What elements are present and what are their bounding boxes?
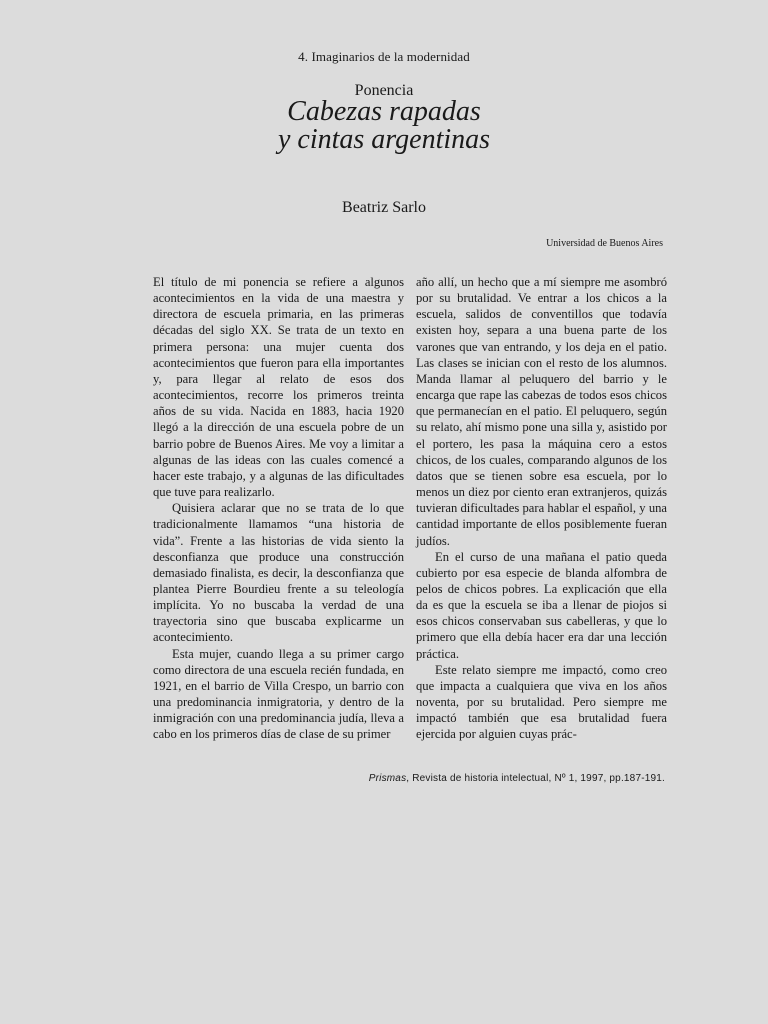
author-affiliation: Universidad de Buenos Aires <box>546 238 663 249</box>
paragraph: Quisiera aclarar que no se trata de lo que tradicionalmente llamamos “una historia de vida”. Frente a las historias de vida siento la desconfianza que produce una construcción demasiado finalista, es decir, la desconfianza que plantea Pierre Bourdieu frente a su teleología implícita. Yo no buscaba la verdad de una trayectoria sino que buscaba explicarme un acontecimiento. <box>153 501 404 645</box>
paragraph: El título de mi ponencia se refiere a algunos acontecimientos en la vida de una maestra y directora de escuela primaria, en las primeras décadas del siglo XX. Se trata de un texto en primera persona: una mujer cuenta dos acontecimientos que fueron para ella importantes y, para llegar al relato de esos dos acontecimientos, recorre los primeros treinta años de su vida. Nacida en 1883, hacia 1920 llegó a la dirección de una escuela pobre de un barrio pobre de Buenos Aires. Me voy a limitar a algunas de las ideas con las cuales comencé a hacer este trabajo, y a algunas de las dificultades que tuve para realizarlo. <box>153 275 404 500</box>
author-name: Beatriz Sarlo <box>342 199 426 216</box>
paragraph: Este relato siempre me impactó, como creo que impacta a cualquiera que viva en los años noventa, por su brutalidad. Pero siempre me impactó también que esa brutalidad fuera ejercida por alguien cuyas prác- <box>416 662 667 742</box>
paragraph: año allí, un hecho que a mí siempre me asombró por su brutalidad. Ve entrar a los chicos a la escuela, salidos de conventillos que todavía existen hoy, separa a una buena parte de los varones que van entrando, y los deja en el patio. Las clases se inician con el resto de los alumnos. Manda llamar al peluquero del barrio y le encarga que rape las cabezas de todos esos chicos que permanecían en el patio. El peluquero, según su relato, ahí mismo pone una silla y, asistido por el portero, les pasa la máquina cero a estos chicos, de los cuales, comparando algunos de los datos que se tienen sobre esa escuela, por lo menos un diez por ciento eran extranjeros, quizás tuvieran dificultades para hablar el español, y una cantidad importante de ellos posiblemente fueran judíos. <box>416 275 667 548</box>
body-column-left <box>153 274 404 743</box>
title-line-2: y cintas argentinas <box>277 124 491 155</box>
citation-details: , Revista de historia intelectual, Nº 1, 1997, pp.187-191. <box>406 773 665 784</box>
citation-footer <box>369 773 665 784</box>
paragraph: En el curso de una mañana el patio queda cubierto por esa especie de blanda alfombra de pelos de chicos pobres. La explicación que ella da es que la escuela se iba a llenar de piojos si esos chicos conservaban sus cabelleras, y que lo primero que ella debía hacer era dar una lección práctica. <box>416 549 667 661</box>
paragraph: Esta mujer, cuando llega a su primer cargo como directora de una escuela recién fundada, en 1921, en el barrio de Villa Crespo, un barrio con una predominancia inmigratoria, y dentro de la inmigración con una predominancia judía, lleva a cabo en los primeros días de clase de su primer <box>153 646 404 742</box>
body-column-right <box>416 274 667 743</box>
article-title <box>0 98 768 154</box>
title-line-1: Cabezas rapadas <box>287 96 481 127</box>
section-heading: 4. Imaginarios de la modernidad <box>298 49 470 64</box>
journal-name: Prismas <box>368 773 407 784</box>
genre-label: Ponencia <box>354 82 414 99</box>
